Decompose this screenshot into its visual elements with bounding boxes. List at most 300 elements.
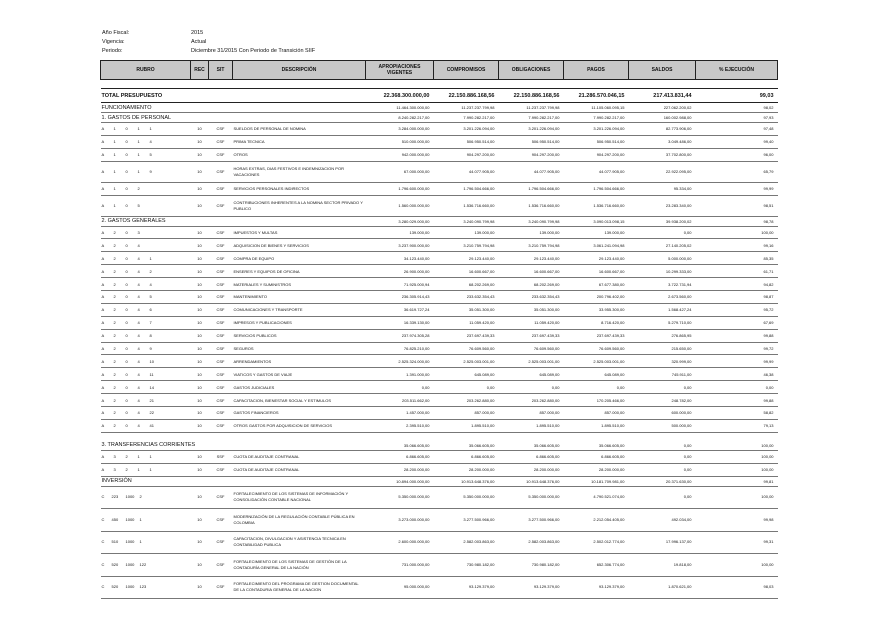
cell-rubro	[101, 531, 191, 554]
rubro-segment: 0	[125, 410, 128, 416]
header-rec: REC	[191, 61, 209, 80]
cell-apropiaciones: 26.900.000,00	[366, 265, 434, 278]
cell-saldos: 1.568.427,24	[629, 303, 696, 316]
cell-ejecucion: 100,00	[696, 463, 778, 476]
cell-apropiaciones: 11.464.300.000,00	[366, 103, 434, 113]
metadata-row	[102, 47, 315, 56]
cell-pagos: 237.697.439,33	[564, 329, 629, 342]
cell-obligaciones: 10.913.648.376,00	[499, 476, 564, 486]
cell-pagos: 1.536.716.660,00	[564, 195, 629, 216]
cell-apropiaciones: 5.350.000.000,00	[366, 486, 434, 509]
rubro-segment: 9	[149, 168, 152, 174]
cell-pagos: 3.061.241.094,98	[564, 239, 629, 252]
rubro-segment: 4	[137, 371, 140, 377]
cell-descripcion: SERVICIOS PUBLICOS	[233, 329, 366, 342]
cell-pagos: 76.609.560,00	[564, 342, 629, 355]
cell-pagos: 28.200.000,00	[564, 463, 629, 476]
cell-rec: 10	[191, 407, 209, 420]
line-item-row	[101, 407, 778, 420]
header-sit: SIT	[209, 61, 233, 80]
rubro-segment: 3	[113, 454, 116, 460]
rubro-segment: 4	[137, 410, 140, 416]
cell-apropiaciones: 3.284.000.000,00	[366, 123, 434, 136]
cell-obligaciones: 1.536.716.660,00	[499, 195, 564, 216]
rubro-segment: 2	[113, 294, 116, 300]
cell-obligaciones: 3.201.226.094,00	[499, 123, 564, 136]
cell-compromisos: 93.129.379,00	[434, 576, 499, 599]
rubro-segment: 10	[149, 358, 154, 364]
total-label: TOTAL PRESUPUESTO	[101, 89, 366, 103]
rubro-segment: A	[101, 202, 105, 208]
rubro-segment: 0	[125, 281, 128, 287]
rubro-segment: C	[101, 561, 105, 567]
rubro-segment: 2	[113, 320, 116, 326]
rubro-segment: 9	[149, 346, 152, 352]
cell-saldos: 0,00	[629, 441, 696, 451]
cell-rubro	[101, 182, 191, 195]
rubro-segment: 2	[113, 358, 116, 364]
cell-obligaciones: 11.059.420,00	[499, 316, 564, 329]
rubro-segment: A	[101, 268, 105, 274]
cell-apropiaciones: 236.305.914,43	[366, 291, 434, 304]
rubro-segment: A	[101, 467, 105, 473]
cell-sit: CSF	[209, 148, 233, 161]
cell-rec: 10	[191, 554, 209, 577]
header-compromisos: COMPROMISOS	[434, 61, 499, 80]
rubro-segment: 4	[137, 294, 140, 300]
cell-ejecucion: 99,99	[696, 182, 778, 195]
cell-compromisos: 10.913.648.376,00	[434, 476, 499, 486]
cell-rec: 10	[191, 239, 209, 252]
rubro-segment: A	[101, 126, 105, 132]
rubro-segment: 2	[137, 186, 140, 192]
line-item-row	[101, 135, 778, 148]
line-item-row	[101, 531, 778, 554]
rubro-segment: 1	[113, 126, 116, 132]
rubro-segment: A	[101, 281, 105, 287]
rubro-segment: 4	[137, 242, 140, 248]
cell-saldos: 2.673.560,00	[629, 291, 696, 304]
cell-apropiaciones: 1.796.600.000,00	[366, 182, 434, 195]
cell-sit: CSF	[209, 576, 233, 599]
rubro-segment: 0	[125, 186, 128, 192]
rubro-segment: 1000	[125, 584, 135, 590]
cell-sit: CSF	[209, 291, 233, 304]
line-item-row	[101, 419, 778, 432]
rubro-segment: A	[101, 320, 105, 326]
cell-ejecucion: 95,72	[696, 303, 778, 316]
cell-ejecucion: 94,82	[696, 278, 778, 291]
cell-compromisos: 35.066.605,00	[434, 441, 499, 451]
rubro-segment: 2	[149, 268, 152, 274]
cell-ejecucion: 98,87	[696, 291, 778, 304]
cell-sit: CSF	[209, 355, 233, 368]
cell-sit: CSF	[209, 278, 233, 291]
cell-descripcion: VIATICOS Y GASTOS DE VIAJE	[233, 368, 366, 381]
cell-rec: 10	[191, 329, 209, 342]
cell-ejecucion: 100,00	[696, 226, 778, 239]
rubro-segment: A	[101, 454, 105, 460]
rubro-segment: 0	[125, 371, 128, 377]
rubro-segment: 0	[125, 397, 128, 403]
cell-rec: 10	[191, 182, 209, 195]
cell-compromisos: 237.697.439,33	[434, 329, 499, 342]
cell-descripcion: SERVICIOS PERSONALES INDIRECTOS	[233, 182, 366, 195]
cell-rec: 10	[191, 265, 209, 278]
cell-obligaciones: 35.051.300,00	[499, 303, 564, 316]
cell-compromisos: 1.895.510,00	[434, 419, 499, 432]
cell-saldos: 160.002.988,00	[629, 113, 696, 123]
rubro-segment: 5	[149, 294, 152, 300]
cell-sit: SSF	[209, 450, 233, 463]
rubro-segment: 2	[113, 333, 116, 339]
cell-pagos: 139.000,00	[564, 226, 629, 239]
cell-rec: 10	[191, 450, 209, 463]
cell-apropiaciones: 2.395.510,00	[366, 419, 434, 432]
cell-rubro	[101, 407, 191, 420]
cell-saldos: 10.299.333,00	[629, 265, 696, 278]
cell-rubro	[101, 394, 191, 407]
cell-sit: CSF	[209, 226, 233, 239]
line-item-row	[101, 486, 778, 509]
total-saldos: 217.413.831,44	[629, 89, 696, 103]
line-item-row	[101, 355, 778, 368]
cell-obligaciones: 6.866.605,00	[499, 450, 564, 463]
rubro-segment: 0	[125, 255, 128, 261]
rubro-segment: 2	[125, 454, 128, 460]
section-label: 1. GASTOS DE PERSONAL	[101, 113, 366, 123]
line-item-row	[101, 463, 778, 476]
rubro-segment: 4	[137, 384, 140, 390]
line-item-row	[101, 226, 778, 239]
section-row	[101, 476, 778, 486]
cell-obligaciones: 506.950.514,00	[499, 135, 564, 148]
cell-ejecucion: 96,00	[696, 148, 778, 161]
rubro-segment: 11	[149, 371, 154, 377]
cell-saldos: 0,00	[629, 381, 696, 394]
cell-sit: CSF	[209, 252, 233, 265]
rubro-segment: 1000	[125, 516, 135, 522]
cell-pagos: 645.089,00	[564, 368, 629, 381]
cell-sit: CSF	[209, 195, 233, 216]
cell-pagos: 2.212.054.405,00	[564, 509, 629, 532]
cell-rubro	[101, 342, 191, 355]
cell-apropiaciones: 731.000.000,00	[366, 554, 434, 577]
cell-compromisos: 1.536.716.660,00	[434, 195, 499, 216]
cell-rubro	[101, 291, 191, 304]
rubro-segment: 0	[125, 320, 128, 326]
metadata-label: Vigencia:	[102, 39, 125, 45]
cell-saldos: 492.034,00	[629, 509, 696, 532]
cell-obligaciones: 1.895.510,00	[499, 419, 564, 432]
rubro-segment: 4	[137, 281, 140, 287]
rubro-segment: 2	[113, 384, 116, 390]
cell-compromisos: 35.051.300,00	[434, 303, 499, 316]
cell-sit: CSF	[209, 303, 233, 316]
cell-descripcion: IMPUESTOS Y MULTAS	[233, 226, 366, 239]
cell-rubro	[101, 239, 191, 252]
cell-rec: 10	[191, 368, 209, 381]
cell-rec: 10	[191, 316, 209, 329]
cell-rec: 10	[191, 195, 209, 216]
cell-ejecucion: 98,03	[696, 576, 778, 599]
rubro-segment: 0	[125, 333, 128, 339]
line-item-row	[101, 509, 778, 532]
cell-ejecucion: 99,98	[696, 509, 778, 532]
rubro-segment: 8	[149, 333, 152, 339]
cell-sit: CSF	[209, 419, 233, 432]
rubro-segment: 1	[113, 186, 116, 192]
line-item-row	[101, 239, 778, 252]
spacer-row	[101, 432, 778, 441]
cell-sit: CSF	[209, 161, 233, 182]
cell-rec: 10	[191, 486, 209, 509]
cell-compromisos: 645.089,00	[434, 368, 499, 381]
rubro-segment: 223	[111, 494, 119, 500]
cell-ejecucion: 79,13	[696, 419, 778, 432]
cell-saldos: 600.000,00	[629, 407, 696, 420]
cell-obligaciones: 28.200.000,00	[499, 463, 564, 476]
rubro-segment: 520	[111, 584, 119, 590]
cell-rubro	[101, 450, 191, 463]
rubro-segment: 450	[111, 516, 119, 522]
rubro-segment: 0	[125, 268, 128, 274]
cell-compromisos: 506.950.514,00	[434, 135, 499, 148]
cell-sit: CSF	[209, 316, 233, 329]
cell-apropiaciones: 3.273.000.000,00	[366, 509, 434, 532]
cell-rubro	[101, 195, 191, 216]
cell-pagos: 4.790.521.074,00	[564, 486, 629, 509]
cell-rubro	[101, 554, 191, 577]
rubro-segment: 4	[137, 320, 140, 326]
header-obligaciones: OBLIGACIONES	[499, 61, 564, 80]
rubro-segment: C	[101, 539, 105, 545]
cell-apropiaciones: 8.240.282.217,00	[366, 113, 434, 123]
cell-compromisos: 3.201.226.094,00	[434, 123, 499, 136]
cell-ejecucion: 99,88	[696, 329, 778, 342]
cell-ejecucion: 99,88	[696, 394, 778, 407]
cell-sit: CSF	[209, 265, 233, 278]
cell-rubro	[101, 226, 191, 239]
cell-sit: CSF	[209, 509, 233, 532]
cell-obligaciones: 68.202.269,00	[499, 278, 564, 291]
header-pagos: PAGOS	[564, 61, 629, 80]
rubro-segment: 0	[125, 242, 128, 248]
line-item-row	[101, 252, 778, 265]
rubro-segment: A	[101, 168, 105, 174]
cell-pagos: 857.000,00	[564, 407, 629, 420]
line-item-row	[101, 291, 778, 304]
cell-pagos: 8.716.420,00	[564, 316, 629, 329]
cell-descripcion: ENSERES Y EQUIPOS DE OFICINA	[233, 265, 366, 278]
cell-ejecucion: 100,00	[696, 554, 778, 577]
cell-compromisos: 139.000,00	[434, 226, 499, 239]
cell-apropiaciones: 139.000,00	[366, 226, 434, 239]
line-item-row	[101, 161, 778, 182]
header-saldos: SALDOS	[629, 61, 696, 80]
rubro-segment: 0	[125, 126, 128, 132]
cell-pagos: 7.990.282.217,00	[564, 113, 629, 123]
rubro-segment: 1	[149, 454, 152, 460]
rubro-segment: A	[101, 333, 105, 339]
cell-rubro	[101, 316, 191, 329]
rubro-segment: 4	[137, 423, 140, 429]
cell-rec: 10	[191, 252, 209, 265]
cell-sit: CSF	[209, 486, 233, 509]
cell-rec: 10	[191, 419, 209, 432]
cell-saldos: 39.938.200,02	[629, 216, 696, 226]
cell-sit: CSF	[209, 554, 233, 577]
cell-rec: 10	[191, 291, 209, 304]
cell-pagos: 1.796.504.666,00	[564, 182, 629, 195]
cell-compromisos: 29.123.440,00	[434, 252, 499, 265]
rubro-segment: 4	[149, 281, 152, 287]
cell-ejecucion: 61,71	[696, 265, 778, 278]
rubro-segment: 510	[111, 539, 119, 545]
cell-obligaciones: 76.609.560,00	[499, 342, 564, 355]
rubro-segment: 21	[149, 397, 154, 403]
cell-ejecucion: 100,00	[696, 450, 778, 463]
rubro-segment: 3	[113, 467, 116, 473]
cell-pagos: 1.895.510,00	[564, 419, 629, 432]
cell-saldos: 1.870.621,00	[629, 576, 696, 599]
cell-rubro	[101, 329, 191, 342]
total-compromisos: 22.150.886.168,56	[434, 89, 499, 103]
cell-sit: CSF	[209, 394, 233, 407]
cell-sit: CSF	[209, 463, 233, 476]
metadata-label: Periodo:	[102, 48, 123, 54]
rubro-segment: 2	[113, 281, 116, 287]
cell-pagos: 2.525.003.001,00	[564, 355, 629, 368]
cell-saldos: 227.062.200,02	[629, 103, 696, 113]
cell-obligaciones: 857.000,00	[499, 407, 564, 420]
line-item-row	[101, 576, 778, 599]
rubro-segment: A	[101, 346, 105, 352]
cell-obligaciones: 237.697.439,33	[499, 329, 564, 342]
line-item-row	[101, 316, 778, 329]
cell-ejecucion: 98,78	[696, 216, 778, 226]
cell-rec: 10	[191, 161, 209, 182]
rubro-segment: A	[101, 307, 105, 313]
rubro-segment: 4	[137, 307, 140, 313]
rubro-segment: A	[101, 186, 105, 192]
cell-descripcion: FORTALECIMIENTO DE LOS SISTEMAS DE INFORMACIÓN Y CONSOLIDACIÓN CONTABLE NACIONAL	[233, 486, 366, 509]
cell-pagos: 506.950.514,00	[564, 135, 629, 148]
cell-rubro	[101, 576, 191, 599]
cell-rubro	[101, 252, 191, 265]
metadata-value: Diciembre 31/2015 Con Periodo de Transición SIIF	[191, 48, 316, 54]
rubro-segment: C	[101, 584, 105, 590]
rubro-segment: A	[101, 423, 105, 429]
cell-obligaciones: 29.123.440,00	[499, 252, 564, 265]
cell-compromisos: 28.200.000,00	[434, 463, 499, 476]
cell-rubro	[101, 463, 191, 476]
cell-obligaciones: 11.237.237.799,98	[499, 103, 564, 113]
rubro-segment: A	[101, 242, 105, 248]
cell-rec: 10	[191, 576, 209, 599]
rubro-segment: 4	[149, 139, 152, 145]
cell-ejecucion: 65,79	[696, 161, 778, 182]
cell-obligaciones: 1.796.504.666,00	[499, 182, 564, 195]
cell-sit: CSF	[209, 368, 233, 381]
rubro-segment: 1	[137, 152, 140, 158]
total-row	[101, 89, 778, 103]
cell-rubro	[101, 135, 191, 148]
cell-obligaciones: 3.210.759.794,98	[499, 239, 564, 252]
rubro-segment: 1	[139, 516, 142, 522]
rubro-segment: 1	[137, 168, 140, 174]
rubro-segment: 4	[137, 358, 140, 364]
cell-rec: 10	[191, 135, 209, 148]
cell-rec: 10	[191, 342, 209, 355]
cell-saldos: 19.818,00	[629, 554, 696, 577]
cell-rubro	[101, 486, 191, 509]
cell-saldos: 20.371.630,00	[629, 476, 696, 486]
rubro-segment: 5	[149, 152, 152, 158]
line-item-row	[101, 265, 778, 278]
cell-obligaciones: 233.632.354,43	[499, 291, 564, 304]
cell-saldos: 276.865,95	[629, 329, 696, 342]
section-row	[101, 216, 778, 226]
cell-descripcion: CAPACITACION, BIENESTAR SOCIAL Y ESTIMULOS	[233, 394, 366, 407]
cell-rec: 10	[191, 381, 209, 394]
cell-rubro	[101, 123, 191, 136]
cell-saldos: 27.140.205,02	[629, 239, 696, 252]
cell-saldos: 320.999,00	[629, 355, 696, 368]
line-item-row	[101, 123, 778, 136]
cell-saldos: 0,00	[629, 226, 696, 239]
cell-descripcion: CONTRIBUCIONES INHERENTES A LA NOMINA SECTOR PRIVADO Y PUBLICO	[233, 195, 366, 216]
rubro-segment: 123	[139, 584, 147, 590]
cell-obligaciones: 93.129.379,00	[499, 576, 564, 599]
cell-apropiaciones: 10.894.000.000,00	[366, 476, 434, 486]
rubro-segment: A	[101, 294, 105, 300]
cell-ejecucion: 0,00	[696, 381, 778, 394]
cell-compromisos: 16.600.667,00	[434, 265, 499, 278]
rubro-segment: A	[101, 384, 105, 390]
cell-ejecucion: 97,93	[696, 113, 778, 123]
cell-rubro	[101, 368, 191, 381]
line-item-row	[101, 278, 778, 291]
cell-compromisos: 3.210.759.794,98	[434, 239, 499, 252]
cell-apropiaciones: 71.925.000,94	[366, 278, 434, 291]
rubro-segment: 6	[149, 307, 152, 313]
rubro-segment: A	[101, 397, 105, 403]
cell-pagos: 3.090.013.098,15	[564, 216, 629, 226]
rubro-segment: 2	[113, 255, 116, 261]
cell-sit: CSF	[209, 123, 233, 136]
rubro-segment: 0	[125, 358, 128, 364]
rubro-segment: 2	[113, 346, 116, 352]
cell-obligaciones: 44.077.905,00	[499, 161, 564, 182]
cell-apropiaciones: 95.000.000,00	[366, 576, 434, 599]
cell-apropiaciones: 1.560.000.000,00	[366, 195, 434, 216]
cell-descripcion: GASTOS JUDICIALES	[233, 381, 366, 394]
cell-rec: 10	[191, 463, 209, 476]
cell-descripcion: OTROS	[233, 148, 366, 161]
cell-rubro	[101, 381, 191, 394]
line-item-row	[101, 450, 778, 463]
cell-obligaciones: 0,00	[499, 381, 564, 394]
rubro-segment: 1000	[125, 539, 135, 545]
cell-descripcion: CUOTA DE AUDITAJE CONTRANAL	[233, 463, 366, 476]
budget-execution-table	[100, 60, 778, 599]
cell-sit: CSF	[209, 182, 233, 195]
rubro-segment: 1	[137, 139, 140, 145]
rubro-segment: 1	[137, 126, 140, 132]
report-metadata	[102, 29, 315, 56]
rubro-segment: 4	[137, 346, 140, 352]
